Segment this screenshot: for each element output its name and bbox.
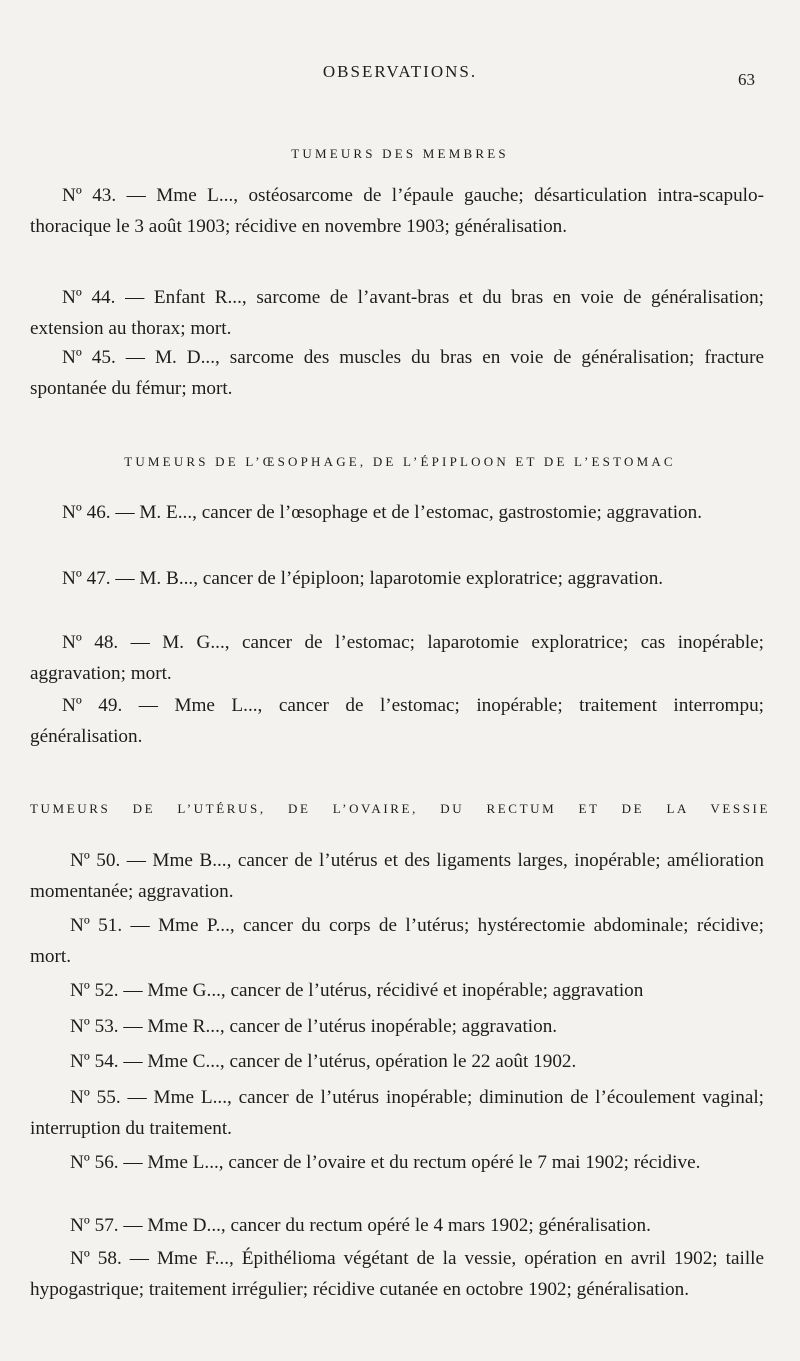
observation-text: — Mme D..., cancer du rectum opéré le 4 mars 1902; généralisation. (118, 1215, 651, 1236)
observation-52 (30, 975, 764, 1006)
section-title-membres: TUMEURS DES MEMBRES (291, 146, 509, 161)
observation-51 (30, 910, 764, 972)
observation-number: Nº 46. (62, 502, 111, 523)
observation-number: Nº 48. (62, 632, 119, 653)
observation-text: — Mme G..., cancer de l’utérus, récidivé et inopérable; aggravation (118, 980, 644, 1001)
observation-58 (30, 1243, 764, 1305)
observation-56 (30, 1147, 764, 1178)
observation-45 (30, 342, 764, 404)
observation-text: — Mme R..., cancer de l’utérus inopérable; aggravation. (118, 1016, 558, 1037)
observation-44 (30, 282, 764, 344)
observation-number: Nº 58. (70, 1248, 122, 1269)
observation-48 (30, 627, 764, 689)
observation-number: Nº 50. (70, 850, 121, 871)
page-number: 63 (738, 70, 755, 89)
observation-number: Nº 57. (70, 1215, 119, 1236)
observation-number: Nº 56. (70, 1152, 119, 1173)
observation-55 (30, 1082, 764, 1144)
observation-number: Nº 54. (70, 1051, 119, 1072)
observation-text: — Mme B..., cancer de l’utérus et des ligaments larges, inopérable; amélioration momentanée; aggravation. (30, 850, 765, 902)
observation-text: — Mme L..., cancer de l’utérus inopérable; diminution de l’écoulement vaginal; interruption du traitement. (30, 1087, 764, 1139)
observation-text: — Mme L..., cancer de l’estomac; inopérable; traitement interrompu; généralisation. (30, 695, 764, 747)
observation-text: — Mme L..., ostéosarcome de l’épaule gauche; désarticulation intra-scapulo-thoracique le 3 août 1903; récidive en novembre 1903; généralisation. (30, 185, 764, 237)
observation-text: — M. B..., cancer de l’épiploon; laparotomie exploratrice; aggravation. (110, 568, 664, 589)
observation-text: — M. D..., sarcome des muscles du bras en voie de généralisation; fracture spontanée du fémur; mort. (30, 347, 764, 399)
observation-text: — M. G..., cancer de l’estomac; laparotomie exploratrice; cas inopérable; aggravation; mort. (30, 632, 764, 684)
observation-text: — Enfant R..., sarcome de l’avant-bras et du bras en voie de généralisation; extension au thorax; mort. (30, 287, 764, 339)
observation-number: Nº 52. (70, 980, 119, 1001)
observation-number: Nº 47. (62, 568, 111, 589)
observation-text: — M. E..., cancer de l’œsophage et de l’estomac, gastrostomie; aggravation. (110, 502, 703, 523)
observation-number: Nº 53. (70, 1016, 119, 1037)
observation-57 (30, 1210, 764, 1241)
observation-text: — Mme P..., cancer du corps de l’utérus; hystérectomie abdominale; récidive; mort. (30, 915, 764, 967)
observation-number: Nº 55. (70, 1087, 121, 1108)
observation-49 (30, 690, 764, 752)
observation-number: Nº 51. (70, 915, 123, 936)
observation-47 (30, 563, 764, 594)
observation-text: — Mme F..., Épithélioma végétant de la vessie, opération en avril 1902; taille hypogastrique; traitement irrégulier; récidive cutanée en octobre 1902; généralisation. (30, 1248, 764, 1300)
observation-46 (30, 497, 764, 528)
observation-text: — Mme C..., cancer de l’utérus, opération le 22 août 1902. (118, 1051, 577, 1072)
section-title-oesophage: TUMEURS DE L’ŒSOPHAGE, DE L’ÉPIPLOON ET DE L’ESTOMAC (124, 454, 676, 469)
observation-number: Nº 49. (62, 695, 123, 716)
observation-53 (30, 1011, 764, 1042)
observation-number: Nº 43. (62, 185, 117, 206)
observation-43 (30, 180, 764, 242)
observation-54 (30, 1046, 764, 1077)
observation-number: Nº 44. (62, 287, 116, 308)
observation-number: Nº 45. (62, 347, 116, 368)
observation-text: — Mme L..., cancer de l’ovaire et du rectum opéré le 7 mai 1902; récidive. (118, 1152, 701, 1173)
observation-50 (30, 845, 764, 907)
running-title: OBSERVATIONS. (322, 62, 478, 81)
section-title-uterus: TUMEURS DE L’UTÉRUS, DE L’OVAIRE, DU RECTUM ET DE LA VESSIE (30, 801, 770, 816)
